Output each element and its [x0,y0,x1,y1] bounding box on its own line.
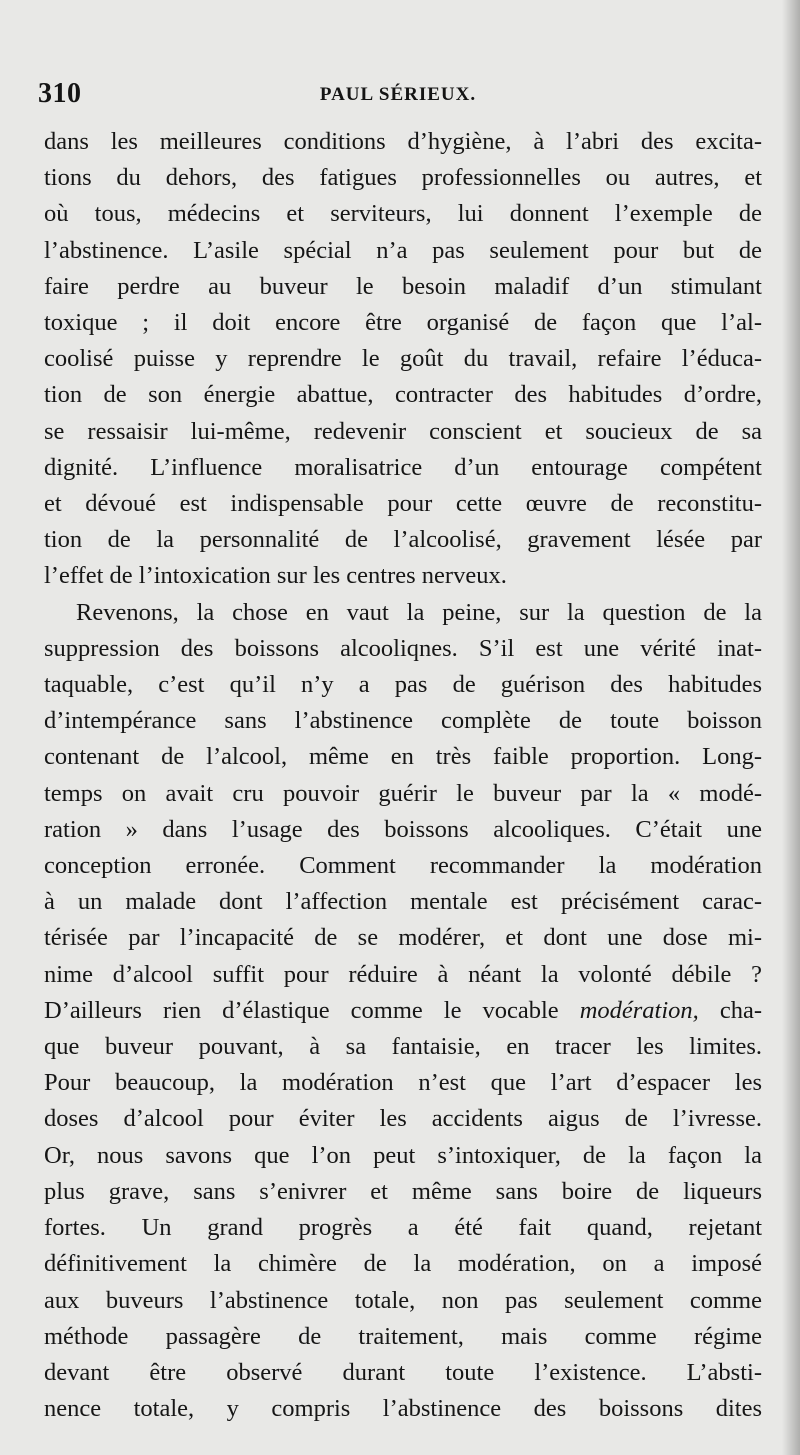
text-line: fortes. Un grand progrès a été fait quand, rejetant [44,1214,762,1242]
text-line: tion de la personnalité de l’alcoolisé, gravement lésée par [44,526,762,554]
italic-term: modération, [579,996,699,1024]
text-line: Pour beaucoup, la modération n’est que l’art d’espacer les [44,1069,762,1097]
text-line: taquable, c’est qu’il n’y a pas de guérison des habitudes [44,671,762,699]
text-line: que buveur pouvant, à sa fantaisie, en tracer les limites. [44,1033,762,1061]
text-line: dans les meilleures conditions d’hygiène, à l’abri des excita- [44,128,762,155]
text-line: dignité. L’influence moralisatrice d’un entourage compétent [44,453,762,481]
paragraph-start-line: Revenons, la chose en vaut la peine, sur la question de la [76,598,762,626]
text-line: méthode passagère de traitement, mais comme régime [44,1322,762,1350]
text-line: définitivement la chimère de la modération, on a imposé [44,1250,762,1278]
text-line-with-italic [44,993,762,1029]
text-line: térisée par l’incapacité de se modérer, et dont une dose mi- [44,924,762,952]
page-number: 310 [38,78,82,109]
text-line: temps on avait cru pouvoir guérir le buveur par la « modé- [44,779,762,807]
text-line: devant être observé durant toute l’existence. L’absti- [44,1358,762,1386]
text-line: conception erronée. Comment recommander la modération [44,852,762,880]
text-line: coolisé puisse y reprendre le goût du travail, refaire l’éduca- [44,345,762,373]
text-segment: D’ailleurs rien d’élastique comme le vocable [44,996,559,1024]
text-line: nence totale, y compris l’abstinence des boissons dites [44,1395,762,1423]
text-line: tion de son énergie abattue, contracter des habitudes d’ordre, [44,381,762,409]
text-line: d’intempérance sans l’abstinence complète de toute boisson [44,707,762,735]
text-line: suppression des boissons alcooliqnes. S’il est une vérité inat- [44,634,762,662]
text-line: l’abstinence. L’asile spécial n’a pas seulement pour but de [44,236,762,264]
text-line: contenant de l’alcool, même en très faible proportion. Long- [44,743,762,771]
page-header [38,78,758,114]
text-line: à un malade dont l’affection mentale est précisément carac- [44,888,762,916]
text-segment: cha- [719,996,762,1024]
text-line: ration » dans l’usage des boissons alcooliques. C’était une [44,815,762,843]
body-text [44,124,762,1427]
text-line: se ressaisir lui-même, redevenir conscient et soucieux de sa [44,417,762,445]
text-line: doses d’alcool pour éviter les accidents aigus de l’ivresse. [44,1105,762,1133]
text-line: et dévoué est indispensable pour cette œuvre de reconstitu- [44,490,762,518]
text-line: nime d’alcool suffit pour réduire à néant la volonté débile ? [44,960,762,988]
page-edge-shadow [782,0,800,1455]
running-head: PAUL SÉRIEUX. [319,84,477,105]
text-line: tions du dehors, des fatigues professionnelles ou autres, et [44,164,762,192]
text-line: où tous, médecins et serviteurs, lui donnent l’exemple de [44,200,762,228]
text-line: aux buveurs l’abstinence totale, non pas seulement comme [44,1286,762,1314]
text-line: toxique ; il doit encore être organisé de façon que l’al- [44,309,762,337]
text-line: faire perdre au buveur le besoin maladif d’un stimulant [44,272,762,300]
text-line: Or, nous savons que l’on peut s’intoxiquer, de la façon la [44,1141,762,1169]
text-line: plus grave, sans s’enivrer et même sans boire de liqueurs [44,1177,762,1205]
paragraph-end-line: l’effet de l’intoxication sur les centres nerveux. [44,562,507,590]
